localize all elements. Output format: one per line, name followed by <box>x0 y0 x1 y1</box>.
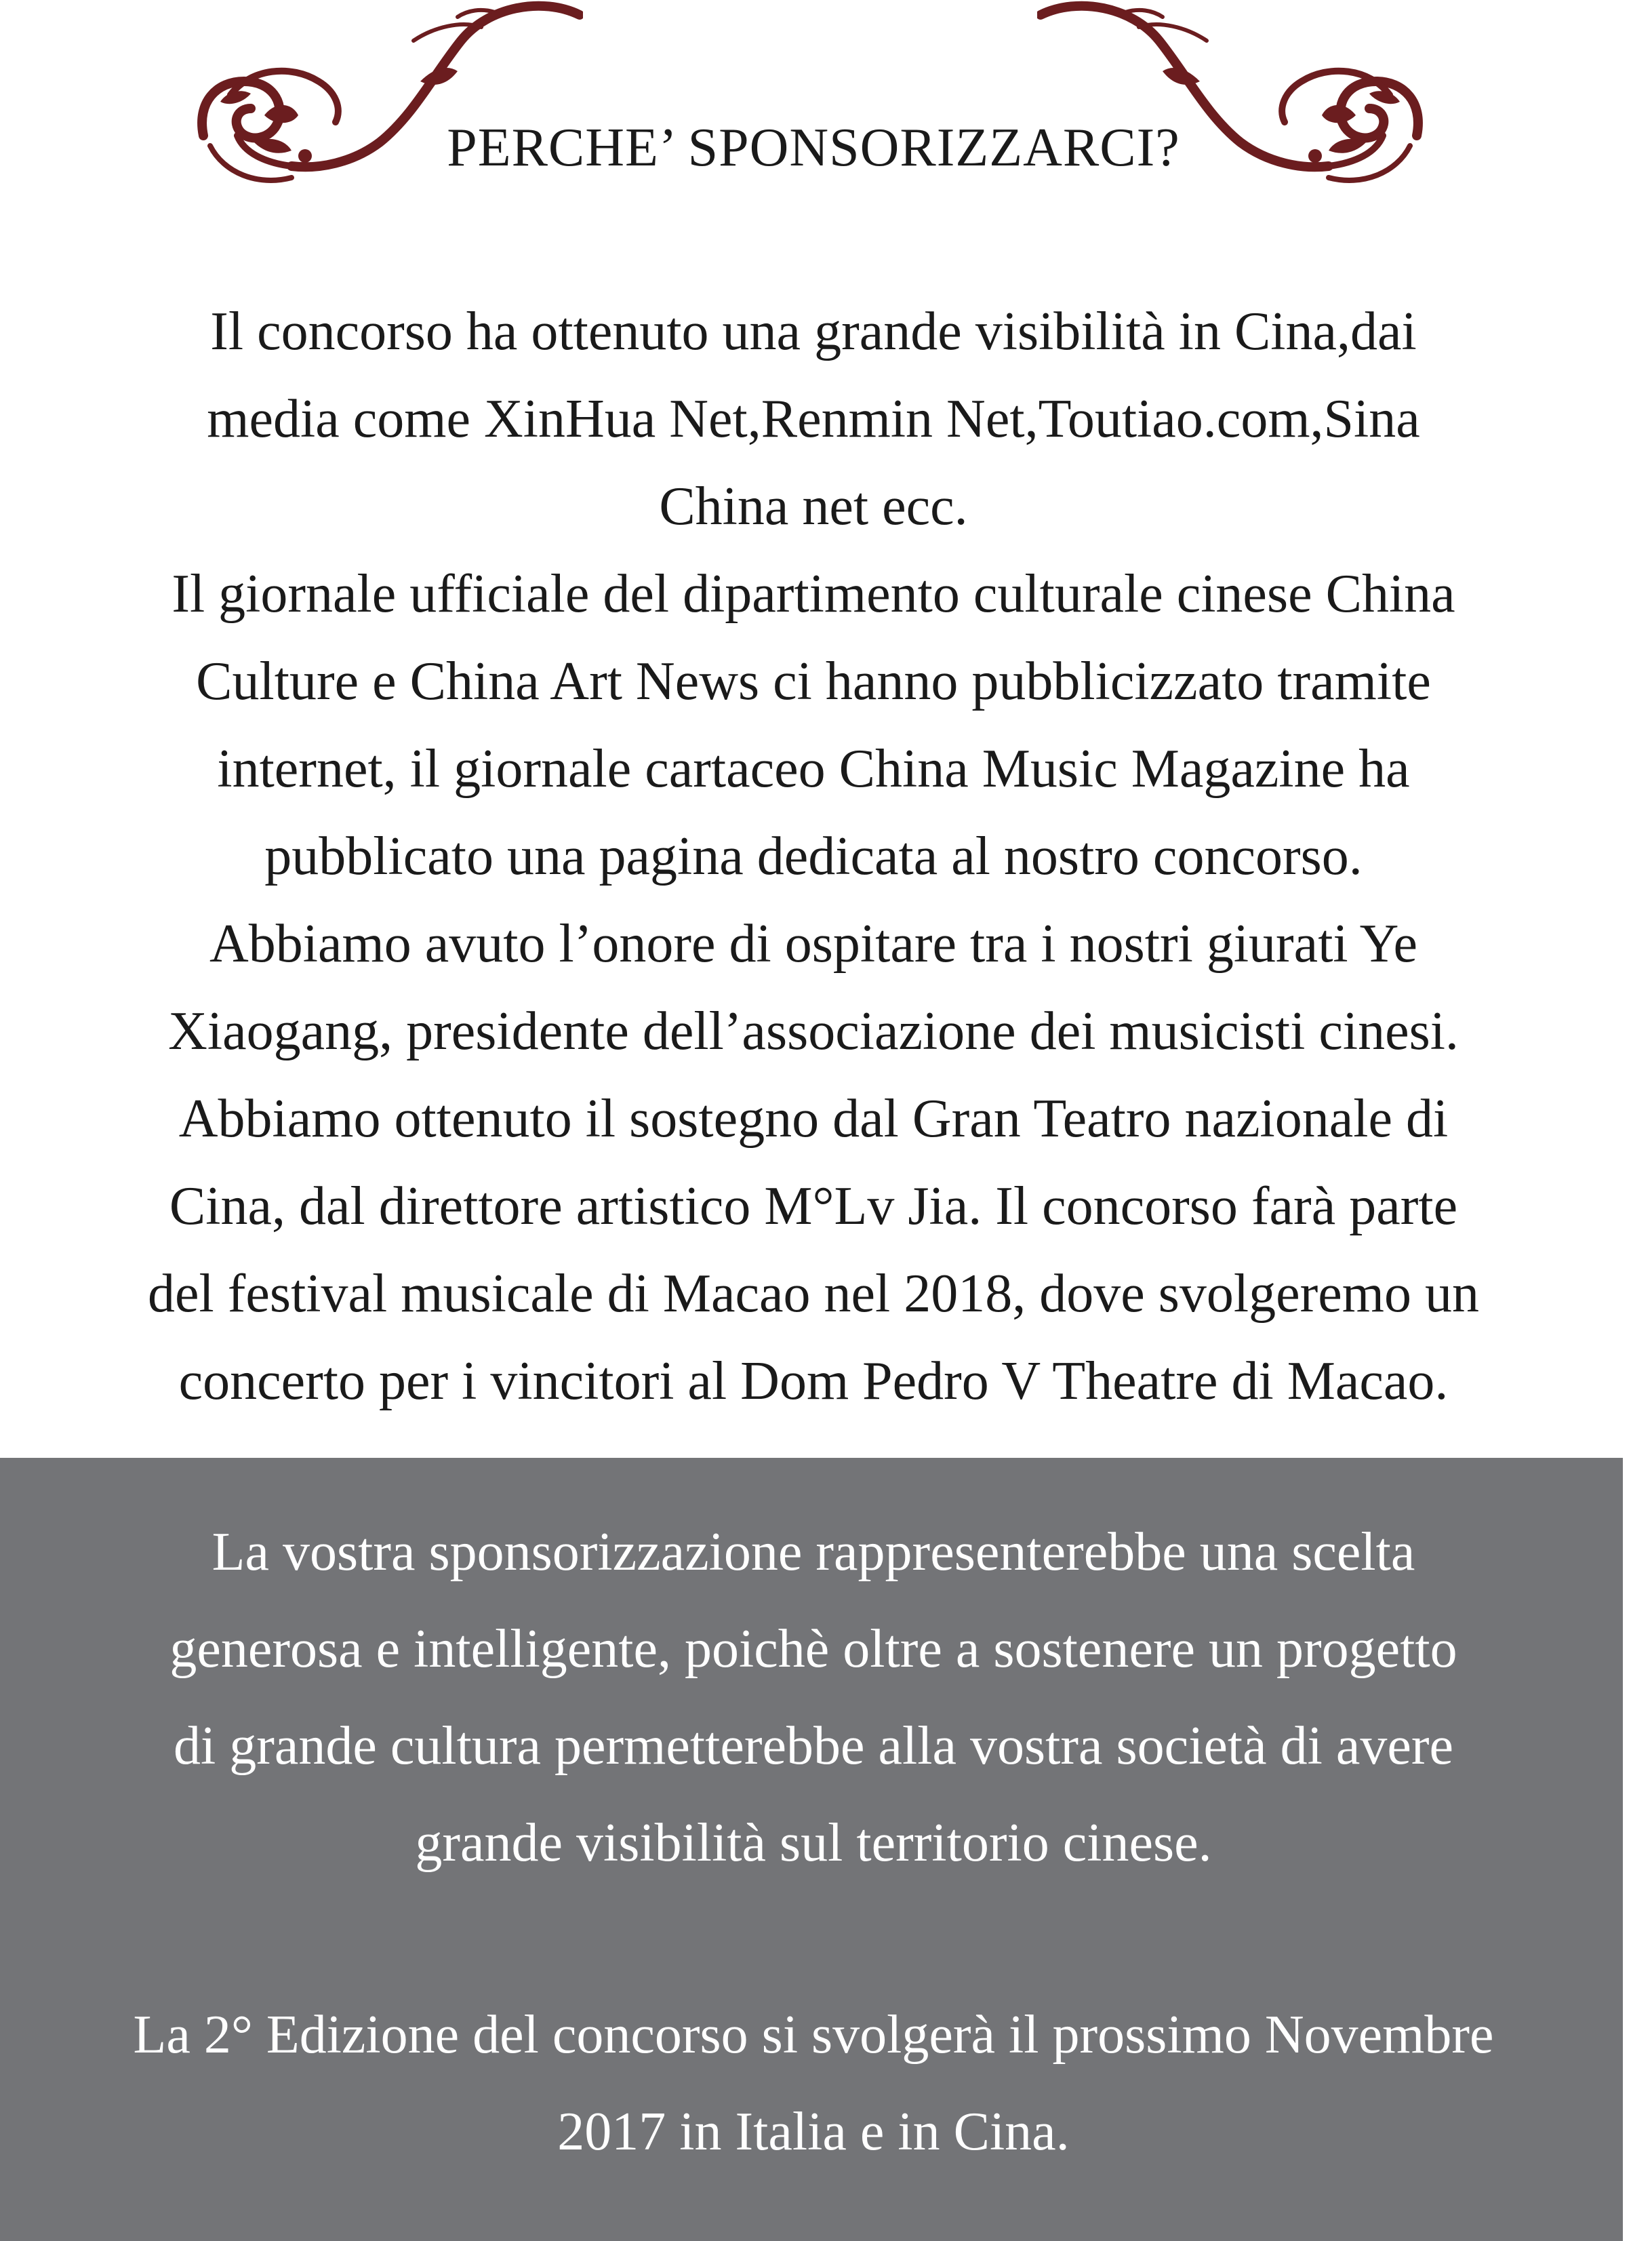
body-line: Il giornale ufficiale del dipartimento culturale cinese China <box>172 564 1455 624</box>
sponsorship-benefit-paragraph <box>41 1504 1586 1892</box>
sponsorship-callout-panel <box>0 1458 1623 2241</box>
edition-announcement-paragraph <box>41 1987 1586 2181</box>
body-line: del festival musicale di Macao nel 2018, dove svolgeremo un <box>148 1264 1479 1324</box>
panel-line: generosa e intelligente, poichè oltre a sostenere un progetto <box>169 1619 1457 1679</box>
body-line: Cina, dal direttore artistico M°Lv Jia. Il concorso farà parte <box>169 1176 1458 1236</box>
body-line: Xiaogang, presidente dell’associazione dei musicisti cinesi. <box>168 1001 1459 1061</box>
panel-line: La 2° Edizione del concorso si svolgerà il prossimo Novembre <box>133 2005 1494 2065</box>
page-header <box>0 0 1652 203</box>
body-line: internet, il giornale cartaceo China Music Magazine ha <box>217 739 1410 799</box>
page-title: PERCHE’ SPONSORIZZARCI? <box>447 118 1180 178</box>
body-line: Abbiamo ottenuto il sostegno dal Gran Teatro nazionale di <box>178 1089 1449 1149</box>
body-line: pubblicato una pagina dedicata al nostro concorso. <box>264 827 1363 886</box>
body-line: Culture e China Art News ci hanno pubblicizzato tramite <box>196 652 1431 711</box>
body-line: Il concorso ha ottenuto una grande visibilità in Cina,dai <box>210 302 1417 361</box>
body-line: Abbiamo avuto l’onore di ospitare tra i nostri giurati Ye <box>209 914 1417 974</box>
panel-line: 2017 in Italia e in Cina. <box>557 2102 1070 2162</box>
body-line: media come XinHua Net,Renmin Net,Toutiao.com,Sina <box>207 389 1420 449</box>
panel-line: di grande cultura permetterebbe alla vostra società di avere <box>174 1716 1453 1776</box>
panel-line: grande visibilità sul territorio cinese. <box>415 1813 1212 1873</box>
body-line: China net ecc. <box>659 477 968 536</box>
panel-line: La vostra sponsorizzazione rappresenterebbe una scelta <box>211 1522 1415 1582</box>
sponsorship-reasons-paragraph <box>81 288 1546 1425</box>
body-line: concerto per i vincitori al Dom Pedro V Theatre di Macao. <box>178 1351 1449 1411</box>
